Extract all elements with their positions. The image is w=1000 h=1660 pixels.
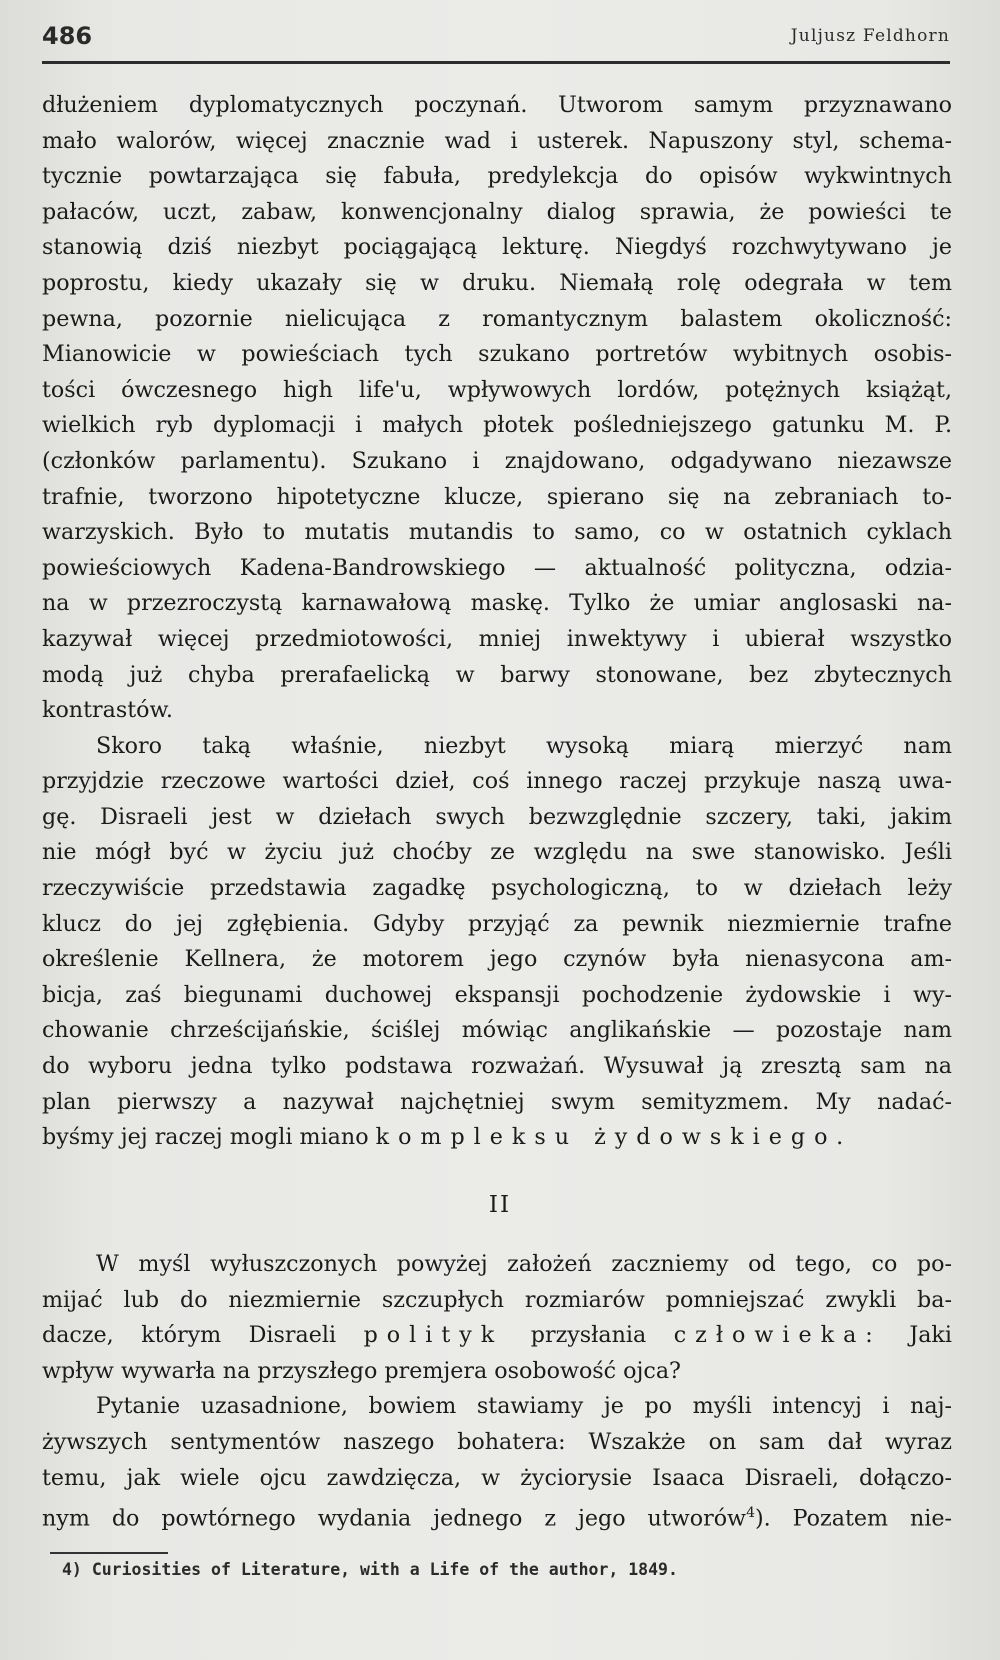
- text-fragment: byśmy jej raczej mogli miano: [42, 1124, 369, 1151]
- text-line: na w przezroczystą karnawałową maskę. Tylko że umiar anglosaski na-: [42, 590, 952, 617]
- text-line: bicja, zaś biegunami duchowej ekspansji pochodzenie żydowskie i wy-: [42, 981, 952, 1008]
- page-number: 486: [42, 22, 93, 50]
- text-fragment: przysłania: [530, 1322, 647, 1349]
- text-line: wielkich ryb dyplomacji i małych płotek pośledniejszego gatunku M. P.: [42, 412, 952, 439]
- spaced-emphasis: kompleksu żydowskiego.: [375, 1124, 853, 1151]
- text-line: wpływ wywarła na przyszłego premjera osobowość ojca?: [42, 1357, 681, 1384]
- section-heading: II: [488, 1192, 512, 1218]
- text-line: plan pierwszy a nazywał najchętniej swym semityzmem. My nadać-: [42, 1088, 952, 1115]
- footnote: [62, 1560, 678, 1579]
- text-line: żywszych sentymentów naszego bohatera: Wszakże on sam dał wyraz: [42, 1428, 952, 1455]
- text-line: przyjdzie rzeczowe wartości dzieł, coś innego raczej przykuje naszą uwa-: [42, 768, 952, 795]
- text-line: określenie Kellnera, że motorem jego czynów była nienasycona am-: [42, 946, 952, 973]
- footnote-rule: [50, 1552, 168, 1554]
- text-line: klucz do jej zgłębienia. Gdyby przyjąć za pewnik niezmiernie trafne: [42, 910, 952, 937]
- text-line: dłużeniem dyplomatycznych poczynań. Utworom samym przyznawano: [42, 92, 952, 118]
- text-line-with-footnote-ref: [42, 1496, 952, 1532]
- footnote-marker: 4): [62, 1560, 82, 1579]
- text-line: temu, jak wiele ojcu zawdzięcza, w życiorysie Isaaca Disraeli, dołączo-: [42, 1464, 952, 1491]
- text-line: modą już chyba prerafaelicką w barwy stonowane, bez zbytecznych: [42, 661, 952, 688]
- header-rule: [42, 61, 950, 64]
- text-line: poprostu, kiedy ukazały się w druku. Niemałą rolę odegrała w tem: [42, 269, 952, 296]
- text-line: pewna, pozornie nielicująca z romantycznym balastem okoliczność:: [42, 305, 952, 332]
- text-line: mało walorów, więcej znacznie wad i usterek. Napuszony styl, schema-: [42, 127, 952, 154]
- text-line: nie mógł być w życiu już choćby ze względu na swe stanowisko. Jeśli: [42, 839, 952, 866]
- text-line: chowanie chrześcijańskie, ściślej mówiąc anglikańskie — pozostaje nam: [42, 1017, 952, 1044]
- text-line: mijać lub do niezmiernie szczupłych rozmiarów pomniejszać zwykli ba-: [42, 1286, 952, 1313]
- text-line: kazywał więcej przedmiotowości, mniej inwektywy i ubierał wszystko: [42, 625, 952, 652]
- text-fragment: Jaki: [909, 1322, 952, 1349]
- text-fragment: nym do powtórnego wydania jednego z jego utworów: [42, 1505, 747, 1532]
- text-line: Mianowicie w powieściach tych szukano portretów wybitnych osobis-: [42, 341, 952, 368]
- text-line-spaced-emphasis: [42, 1120, 952, 1156]
- text-line: Skoro taką właśnie, niezbyt wysoką miarą mierzyć nam: [96, 732, 952, 759]
- text-line: Pytanie uzasadnione, bowiem stawiamy je po myśli intencyj i naj-: [96, 1393, 952, 1420]
- text-line: W myśl wyłuszczonych powyżej założeń zaczniemy od tego, co po-: [96, 1251, 952, 1277]
- body-text-part-2: [42, 1247, 952, 1532]
- text-line: pałaców, uczt, zabaw, konwencjonalny dialog sprawia, że powieści te: [42, 198, 952, 225]
- text-line: powieściowych Kadena-Bandrowskiego — aktualność polityczna, odzia-: [42, 554, 952, 581]
- text-line: do wyboru jedna tylko podstawa rozważań. Wysuwał ją zresztą sam na: [42, 1053, 952, 1080]
- text-fragment: dacze, którym Disraeli: [42, 1322, 337, 1349]
- text-line: trafnie, tworzono hipotetyczne klucze, spierano się na zebraniach to-: [42, 483, 952, 510]
- footnote-text: Curiosities of Literature, with a Life of the author, 1849.: [91, 1560, 678, 1579]
- spaced-emphasis: człowieka:: [673, 1322, 882, 1349]
- text-line: warzyskich. Było to mutatis mutandis to samo, co w ostatnich cyklach: [42, 519, 952, 546]
- running-head: Juljusz Feldhorn: [790, 26, 950, 46]
- text-line: tycznie powtarzająca się fabuła, predylekcja do opisów wykwintnych: [42, 163, 952, 190]
- text-line: rzeczywiście przedstawia zagadkę psychologiczną, to w dziełach leży: [42, 875, 952, 902]
- text-line: (członków parlamentu). Szukano i znajdowano, odgadywano niezawsze: [42, 447, 952, 474]
- text-line: gę. Disraeli jest w dziełach swych bezwzględnie szczery, taki, jakim: [42, 803, 952, 830]
- page-header: [42, 22, 950, 62]
- text-fragment: ). Pozatem nie-: [754, 1505, 953, 1532]
- body-text-part-1: [42, 88, 952, 1156]
- footnote-reference[interactable]: 4: [746, 1505, 755, 1522]
- text-line-spaced-emphasis: [42, 1318, 952, 1354]
- text-line: stanowią dziś niezbyt pociągającą lekturę. Niegdyś rozchwytywano je: [42, 234, 952, 261]
- text-line: tości ówczesnego high life'u, wpływowych lordów, potężnych książąt,: [42, 376, 952, 403]
- text-line: kontrastów.: [42, 697, 173, 724]
- spaced-emphasis: polityk: [363, 1322, 504, 1349]
